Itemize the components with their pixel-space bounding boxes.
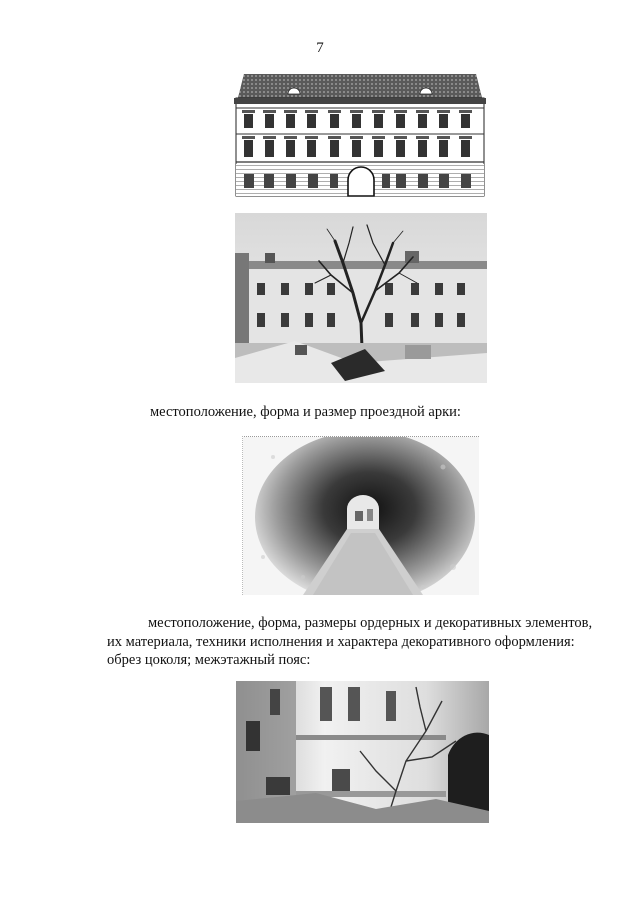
plinth-belt-photo — [236, 681, 489, 823]
paragraph-line-3: обрез цоколя; межэтажный пояс: — [107, 652, 311, 668]
courtyard-photo — [235, 213, 487, 383]
facade-drawing — [234, 70, 486, 198]
page-number: 7 — [316, 40, 324, 56]
arch-tunnel-photo — [242, 436, 479, 595]
ornament-paragraph — [107, 614, 613, 670]
paragraph-line-2: их материала, техники исполнения и характера декоративного оформления: — [107, 633, 575, 650]
paragraph-line-1: местоположение, форма, размеры ордерных и декоративных элементов, — [148, 615, 593, 631]
arch-caption: местоположение, форма и размер проездной арки: — [150, 404, 461, 420]
